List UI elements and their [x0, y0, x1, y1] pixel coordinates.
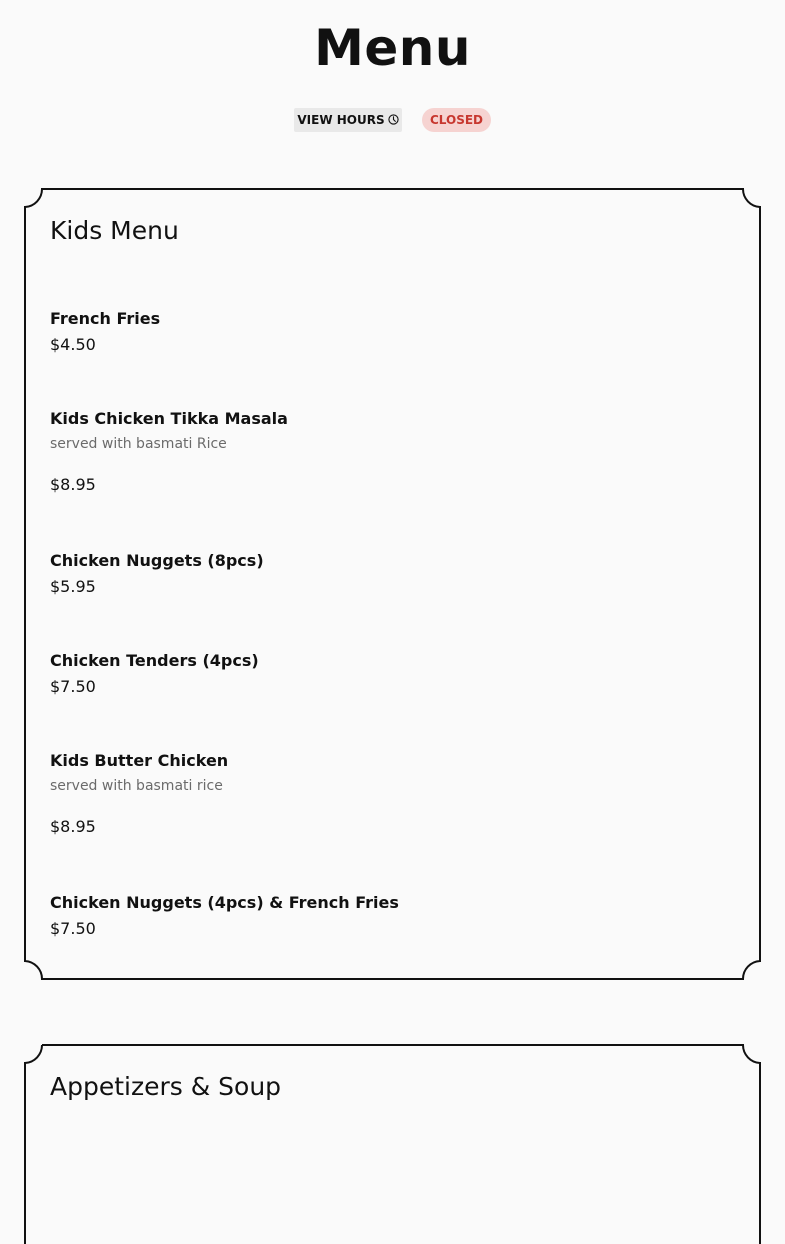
- menu-section-kids: [24, 188, 761, 980]
- menu-item[interactable]: [50, 893, 399, 939]
- clock-icon: [388, 114, 399, 125]
- item-price: $8.95: [50, 817, 96, 836]
- item-price: $7.50: [50, 919, 96, 938]
- item-price: $4.50: [50, 335, 96, 354]
- item-name: Kids Chicken Tikka Masala: [50, 409, 288, 428]
- page-title: Menu: [314, 19, 471, 77]
- item-price: $5.95: [50, 577, 96, 596]
- item-price: $8.95: [50, 475, 96, 494]
- section-title: Appetizers & Soup: [50, 1072, 282, 1101]
- item-name: French Fries: [50, 309, 161, 328]
- item-name: Chicken Tenders (4pcs): [50, 651, 259, 670]
- item-price: $7.50: [50, 677, 96, 696]
- hours-row: [0, 108, 785, 132]
- menu-item[interactable]: [50, 409, 350, 495]
- menu-item[interactable]: [50, 651, 350, 697]
- view-hours-button[interactable]: [294, 108, 402, 132]
- view-hours-label: VIEW HOURS: [297, 113, 385, 127]
- item-description: served with basmati rice: [50, 778, 223, 794]
- menu-item[interactable]: [50, 551, 350, 597]
- menu-section-appetizers: [24, 1044, 761, 1105]
- item-name: Kids Butter Chicken: [50, 751, 229, 770]
- item-name: Chicken Nuggets (8pcs): [50, 551, 264, 570]
- item-description: served with basmati Rice: [50, 436, 227, 452]
- status-badge: CLOSED: [422, 108, 491, 132]
- item-name: Chicken Nuggets (4pcs) & French Fries: [50, 893, 399, 912]
- menu-item[interactable]: [50, 309, 350, 355]
- section-title: Kids Menu: [50, 216, 179, 245]
- menu-item[interactable]: [50, 751, 350, 837]
